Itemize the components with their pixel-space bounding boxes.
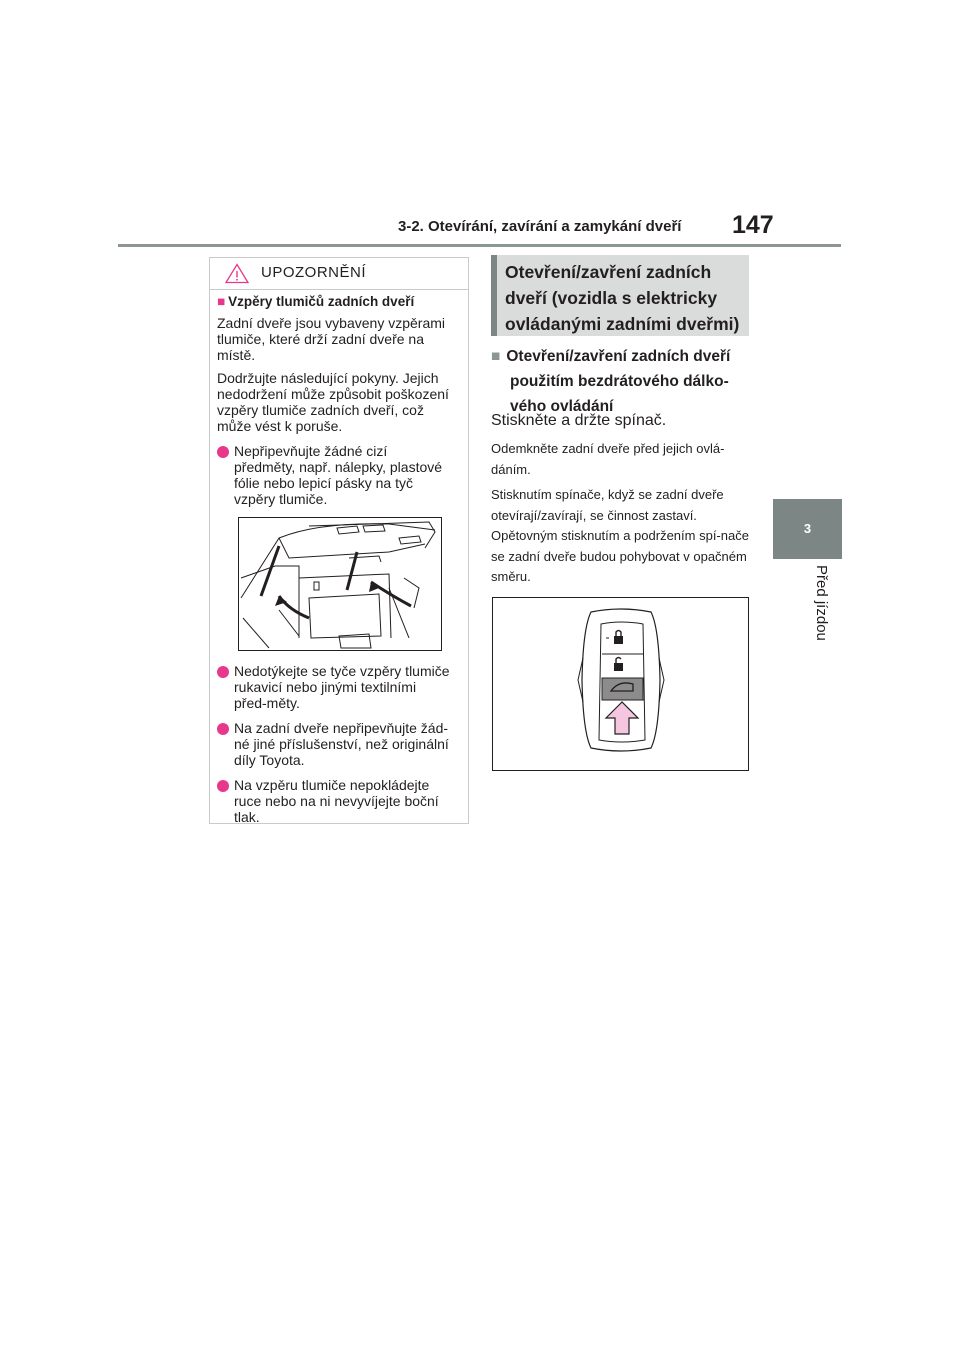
- warning-subheading-text: Vzpěry tlumičů zadních dveří: [228, 294, 415, 309]
- warning-box: [209, 257, 469, 824]
- subsection-heading-line: Otevření/zavření zadních dveří: [506, 348, 731, 365]
- subsection-heading-line: vého ovládání: [510, 398, 614, 415]
- bullet-dot-icon: [217, 723, 229, 735]
- square-bullet-icon: ■: [217, 294, 226, 309]
- warning-triangle-icon: [225, 263, 249, 284]
- warning-bullet-text: Nepřipevňujte žádné cizí předměty, např. nálepky, plastové fólie nebo lepicí pásky na tyč vzpěry tlumiče.: [234, 443, 443, 507]
- section-title-line: ovládanými zadními dveřmi): [505, 314, 740, 334]
- note-unlock: Odemkněte zadní dveře před jejich ovlá-dáním.: [491, 441, 725, 477]
- warning-bullet: [217, 777, 452, 825]
- instruction-text: Stiskněte a držte spínač.: [491, 412, 667, 429]
- chapter-tab-label: Před jízdou: [813, 565, 830, 641]
- square-bullet-icon: ■: [491, 348, 501, 365]
- warning-header: [210, 258, 468, 290]
- smart-key-svg: [493, 598, 748, 770]
- section-title-line: Otevření/zavření zadních: [505, 262, 712, 282]
- header-divider: [118, 244, 841, 247]
- warning-bullet-text: Na zadní dveře nepřipevňujte žád-né jiné příslušenství, než originální díly Toyota.: [234, 720, 449, 768]
- section-title-line: dveří (vozidla s elektricky: [505, 288, 718, 308]
- warning-subheading: [217, 294, 452, 310]
- warning-bullet: [217, 720, 452, 768]
- bullet-dot-icon: [217, 446, 229, 458]
- bullet-dot-icon: [217, 780, 229, 792]
- warning-paragraph-2: Dodržujte následující pokyny. Jejich nedodržení může způsobit poškození vzpěry tlumiče zadních dveří, což může vést k poruše.: [217, 370, 449, 434]
- warning-bullet-text: Nedotýkejte se tyče vzpěry tlumiče rukavicí nebo jinými textilními před-měty.: [234, 663, 450, 711]
- warning-title: UPOZORNĚNÍ: [261, 264, 367, 281]
- chapter-tab-number: 3: [773, 499, 842, 559]
- warning-bullet: [217, 443, 452, 507]
- note-stop-reverse: Stisknutím spínače, když se zadní dveře otevírají/zavírají, se činnost zastaví. Opětovným stisknutím a podržením spí-nače se zadní dveře budou pohybovat v opačném směru.: [491, 487, 749, 584]
- warning-bullet: [217, 663, 452, 711]
- smart-key-illustration: [492, 597, 749, 771]
- warning-bullet-text: Na vzpěru tlumiče nepokládejte ruce nebo na ni nevyvíjejte boční tlak.: [234, 777, 439, 825]
- chapter-section-title: 3-2. Otevírání, zavírání a zamykání dveří: [398, 218, 682, 235]
- subsection-heading-line: použitím bezdrátového dálko-: [510, 373, 729, 390]
- tailgate-illustration-svg: [239, 518, 441, 650]
- tailgate-strut-illustration: [238, 517, 442, 651]
- subsection-heading: [491, 344, 753, 419]
- page-number: 147: [732, 211, 774, 239]
- section-heading-box: [491, 255, 749, 336]
- bullet-dot-icon: [217, 666, 229, 678]
- warning-paragraph-1: Zadní dveře jsou vybaveny vzpěrami tlumiče, které drží zadní dveře na místě.: [217, 315, 445, 363]
